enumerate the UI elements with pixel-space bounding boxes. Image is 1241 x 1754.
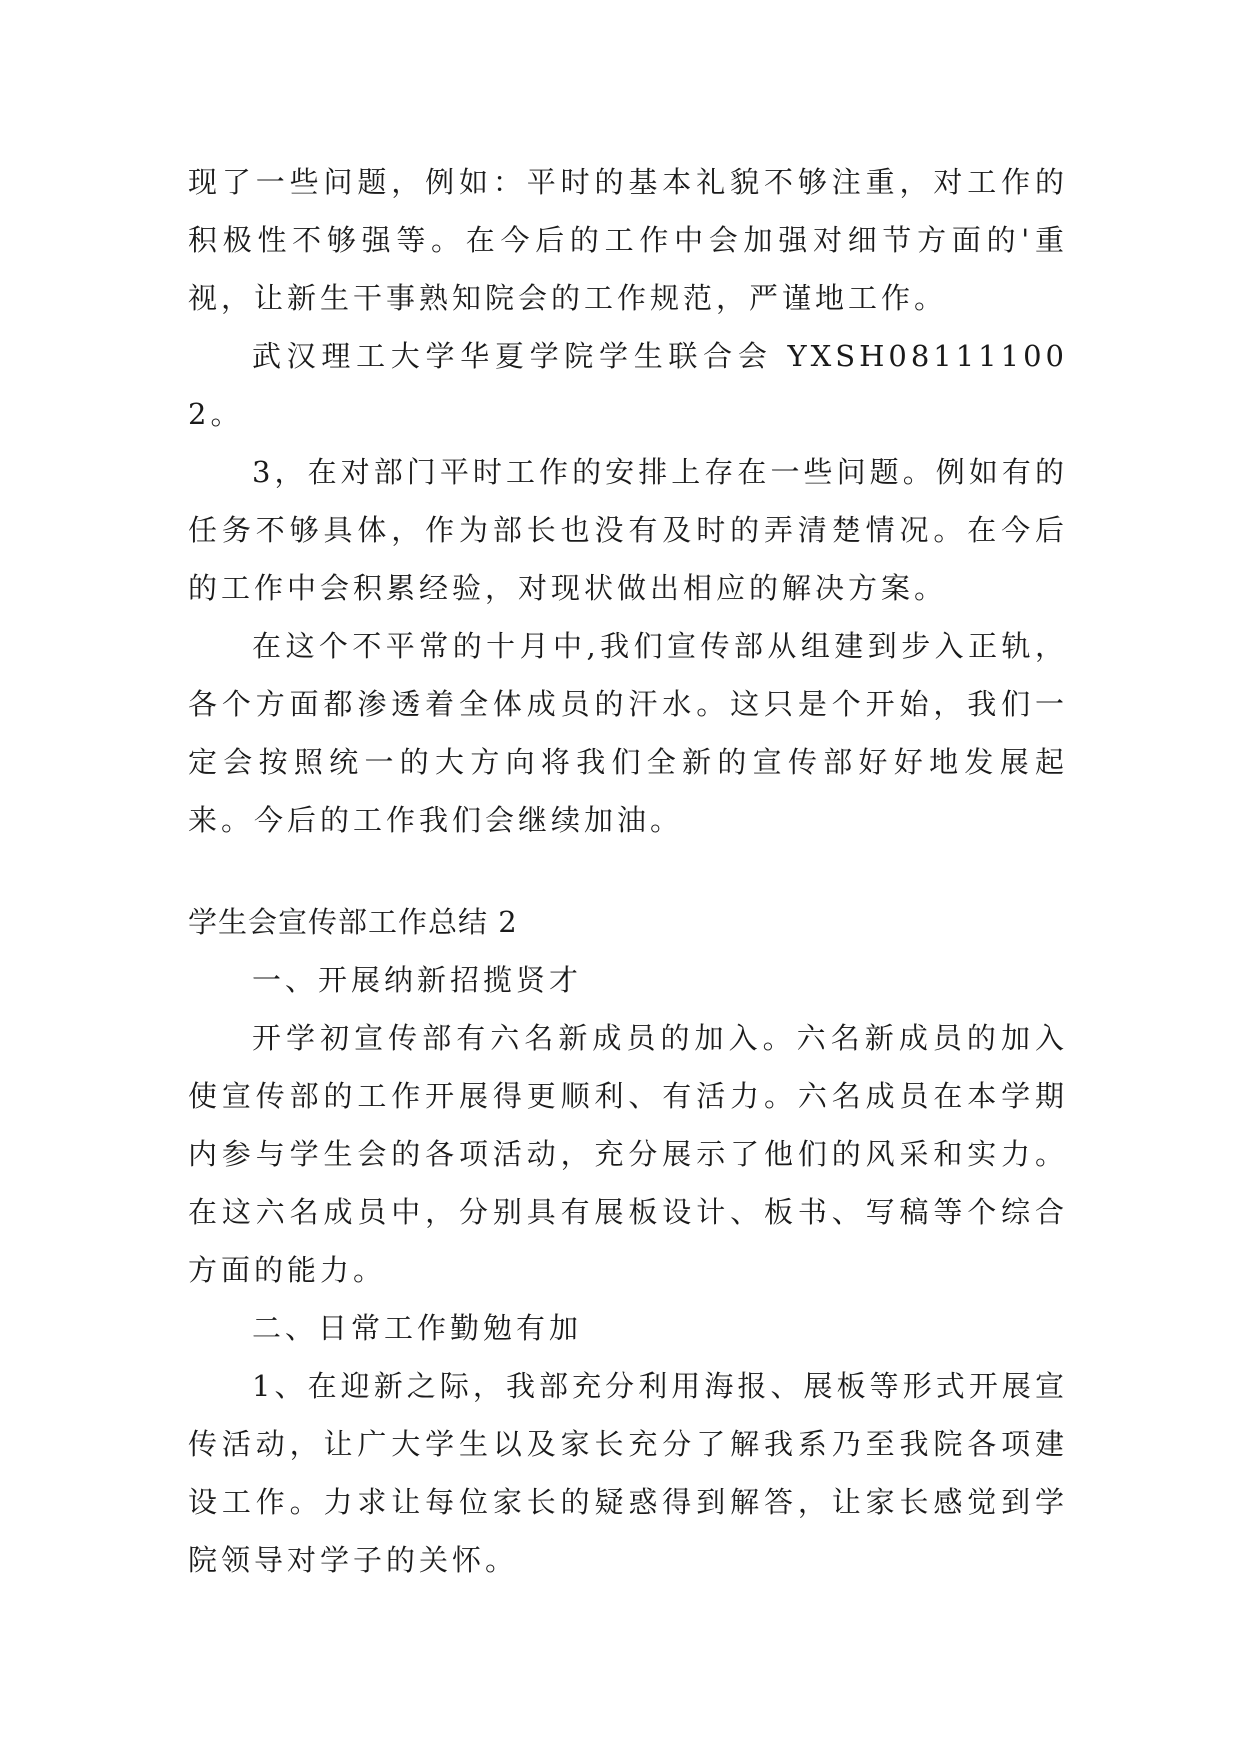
paragraph-recruitment: 开学初宣传部有六名新成员的加入。六名新成员的加入使宣传部的工作开展得更顺利、有活力。六名成员在本学期内参与学生会的各项活动，充分展示了他们的风采和实力。在这六名成员中，分别具有展板设计、板书、写稿等个综合方面的能力。 [188,1021,1068,1287]
paragraph-item-3: 3，在对部门平时工作的安排上存在一些问题。例如有的任务不够具体，作为部长也没有及时的弄清楚情况。在今后的工作中会积累经验，对现状做出相应的解决方案。 [188,455,1068,605]
paragraph-orientation: 1、在迎新之际，我部充分利用海报、展板等形式开展宣传活动，让广大学生以及家长充分了解我系乃至我院各项建设工作。力求让每位家长的疑惑得到解答，让家长感觉到学院领导对学子的关怀。 [188,1369,1068,1577]
section-heading-recruitment: 一、开展纳新招揽贤才 [252,963,583,997]
section-heading-daily-work: 二、日常工作勤勉有加 [252,1311,583,1345]
document-body [188,153,1068,1589]
paragraph-org-name: 武汉理工大学华夏学院学生联合会 YXSH081111002。 [188,339,1068,431]
paragraph-conclusion: 在这个不平常的十月中,我们宣传部从组建到步入正轨，各个方面都渗透着全体成员的汗水。这只是个开始，我们一定会按照统一的大方向将我们全新的宣传部好好地发展起来。今后的工作我们会继续加油。 [188,629,1068,837]
section-title: 学生会宣传部工作总结 2 [188,905,518,939]
paragraph-continued: 现了一些问题，例如：平时的基本礼貌不够注重，对工作的积极性不够强等。在今后的工作中会加强对细节方面的'重视，让新生干事熟知院会的工作规范，严谨地工作。 [188,165,1068,315]
